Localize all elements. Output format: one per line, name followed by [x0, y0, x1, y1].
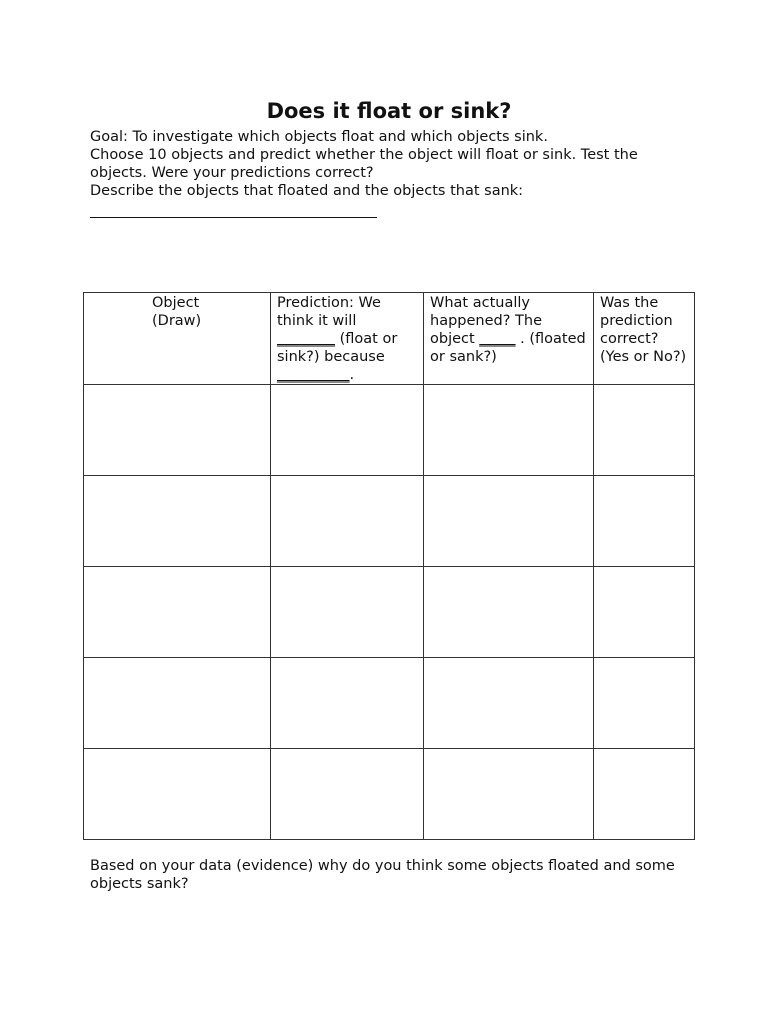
answer-line[interactable]: [90, 217, 377, 218]
cell-object[interactable]: [84, 476, 271, 567]
goal-statement: Goal: To investigate which objects float and which objects sink.: [90, 129, 548, 145]
header-object-label: Object: [152, 295, 200, 311]
header-prediction-mid: (float or sink?) because: [277, 331, 398, 365]
cell-prediction[interactable]: [271, 658, 424, 749]
table-row: [84, 749, 695, 840]
cell-actual[interactable]: [424, 385, 594, 476]
intro-text: [90, 128, 690, 200]
header-prediction-blank: ________: [277, 331, 335, 347]
cell-correct[interactable]: [594, 385, 695, 476]
header-correct-label: Was the prediction correct? (Yes or No?): [600, 295, 687, 365]
results-table: [83, 292, 695, 840]
table-row: [84, 385, 695, 476]
header-prediction: [271, 293, 424, 385]
header-actual-end: . (floated or sank?): [430, 331, 586, 365]
header-object: [84, 293, 271, 385]
header-prediction-blank-2: __________: [277, 367, 350, 383]
header-object-hint: (Draw): [152, 313, 202, 329]
header-actual: [424, 293, 594, 385]
cell-prediction[interactable]: [271, 476, 424, 567]
cell-prediction[interactable]: [271, 749, 424, 840]
table-row: [84, 658, 695, 749]
cell-correct[interactable]: [594, 749, 695, 840]
cell-correct[interactable]: [594, 658, 695, 749]
header-prediction-end: .: [349, 367, 355, 383]
header-actual-lead: What actually happened? The object: [430, 295, 542, 347]
header-actual-blank: _____: [479, 331, 516, 347]
cell-correct[interactable]: [594, 567, 695, 658]
cell-prediction[interactable]: [271, 385, 424, 476]
worksheet-title: Does it float or sink?: [266, 99, 512, 124]
table-header-row: [84, 293, 695, 385]
cell-actual[interactable]: [424, 658, 594, 749]
cell-actual[interactable]: [424, 476, 594, 567]
header-prediction-lead: Prediction: We think it will: [277, 295, 381, 329]
cell-prediction[interactable]: [271, 567, 424, 658]
cell-object[interactable]: [84, 385, 271, 476]
closing-question: Based on your data (evidence) why do you think some objects floated and some objects sank?: [90, 858, 675, 892]
table-row: [84, 476, 695, 567]
header-correct: [594, 293, 695, 385]
cell-object[interactable]: [84, 567, 271, 658]
instructions: Choose 10 objects and predict whether the object will float or sink. Test the objects. Were your predictions correct?: [90, 147, 638, 181]
describe-prompt: Describe the objects that floated and the objects that sank:: [90, 183, 524, 199]
cell-correct[interactable]: [594, 476, 695, 567]
cell-object[interactable]: [84, 749, 271, 840]
cell-actual[interactable]: [424, 749, 594, 840]
cell-object[interactable]: [84, 658, 271, 749]
table-row: [84, 567, 695, 658]
cell-actual[interactable]: [424, 567, 594, 658]
